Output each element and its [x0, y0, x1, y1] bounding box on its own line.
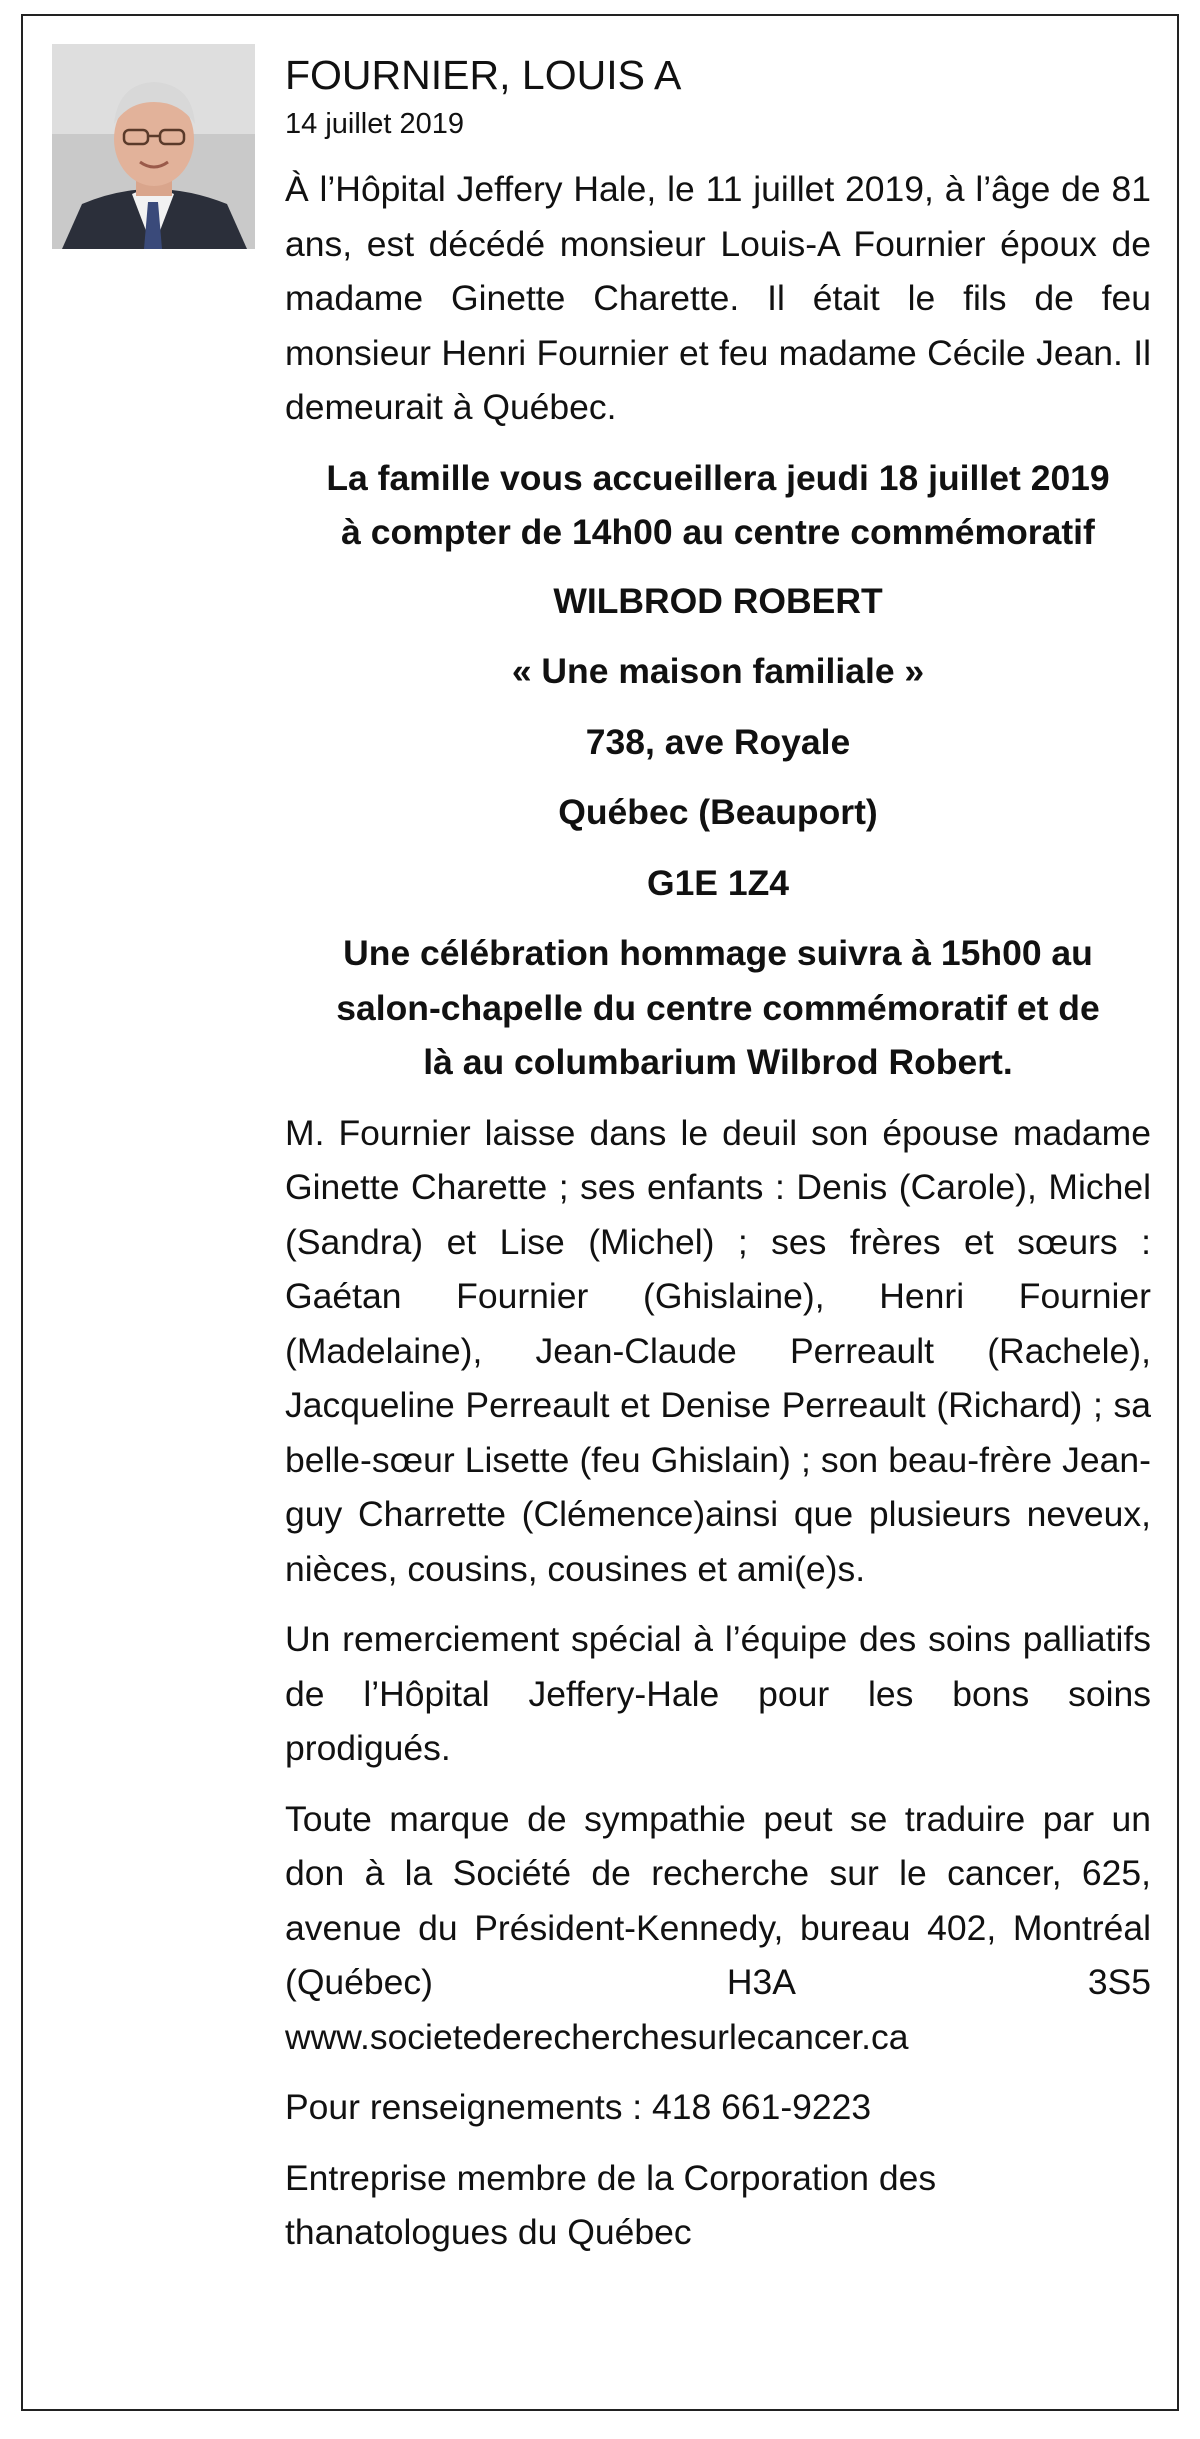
donation-paragraph	[285, 1792, 1151, 2010]
visitation-notice	[285, 451, 1151, 560]
publication-date: 14 juillet 2019	[285, 108, 464, 140]
center-slogan: « Une maison familiale »	[511, 651, 925, 691]
center-postal-code: G1E 1Z4	[646, 862, 790, 903]
donation-url: www.societederecherchesurlecancer.ca	[285, 2016, 909, 2057]
survivors-paragraph: M. Fournier laisse dans le deuil son épouse madame Ginette Charette ; ses enfants : Denis (Carole), Michel (Sandra) et Lise (Michel) ; ses frères et sœurs : Gaétan Fournier (Ghislaine), Henri Fournier (Madelaine), Jean-Claude Perreault (Rachele), Jacqueline Perreault et Denise Perreault (Richard) ; sa belle-sœur Lisette (feu Ghislain) ; son beau-frère Jean-guy Charrette (Clémence)ainsi que plusieurs neveux, nièces, cousins, cousines et ami(e)s.	[285, 1112, 1151, 1589]
membership-notice	[285, 2151, 1151, 2260]
obituary-content	[285, 46, 1151, 2276]
center-street: 738, ave Royale	[585, 721, 851, 762]
center-city: Québec (Beauport)	[558, 792, 878, 832]
intro-paragraph: À l’Hôpital Jeffery Hale, le 11 juillet 2019, à l’âge de 81 ans, est décédé monsieur Louis-A Fournier époux de madame Ginette Charette. Il était le fils de feu monsieur Henri Fournier et feu madame Cécile Jean. Il demeurait à Québec.	[285, 169, 1151, 427]
donation-text: Toute marque de sympathie peut se traduire par un don à la Société de recherche sur le cancer, 625, avenue du Président-Kennedy, bureau 402, Montréal (Québec) H3A 3S5	[285, 1798, 1151, 2002]
info-line: Pour renseignements : 418 661-9223	[285, 2087, 872, 2127]
ceremony-line-1: Une célébration hommage suivra à 15h00 au	[343, 933, 1093, 973]
thanks-paragraph: Un remerciement spécial à l’équipe des soins palliatifs de l’Hôpital Jeffery-Hale pour les bons soins prodigués.	[285, 1619, 1151, 1768]
membership-line-1: Entreprise membre de la Corporation des	[285, 2157, 937, 2198]
portrait-photo	[52, 44, 255, 249]
visitation-line-1: La famille vous accueillera jeudi 18 juillet 2019	[326, 457, 1110, 498]
membership-line-2: thanatologues du Québec	[285, 2212, 692, 2252]
center-name: WILBROD ROBERT	[553, 580, 883, 621]
deceased-name: FOURNIER, LOUIS A	[285, 52, 682, 98]
ceremony-line-2: salon-chapelle du centre commémoratif et de	[336, 987, 1100, 1028]
ceremony-notice	[285, 926, 1151, 1090]
ceremony-line-3: là au columbarium Wilbrod Robert.	[423, 1042, 1013, 1082]
visitation-line-2: à compter de 14h00 au centre commémoratif	[341, 512, 1095, 552]
